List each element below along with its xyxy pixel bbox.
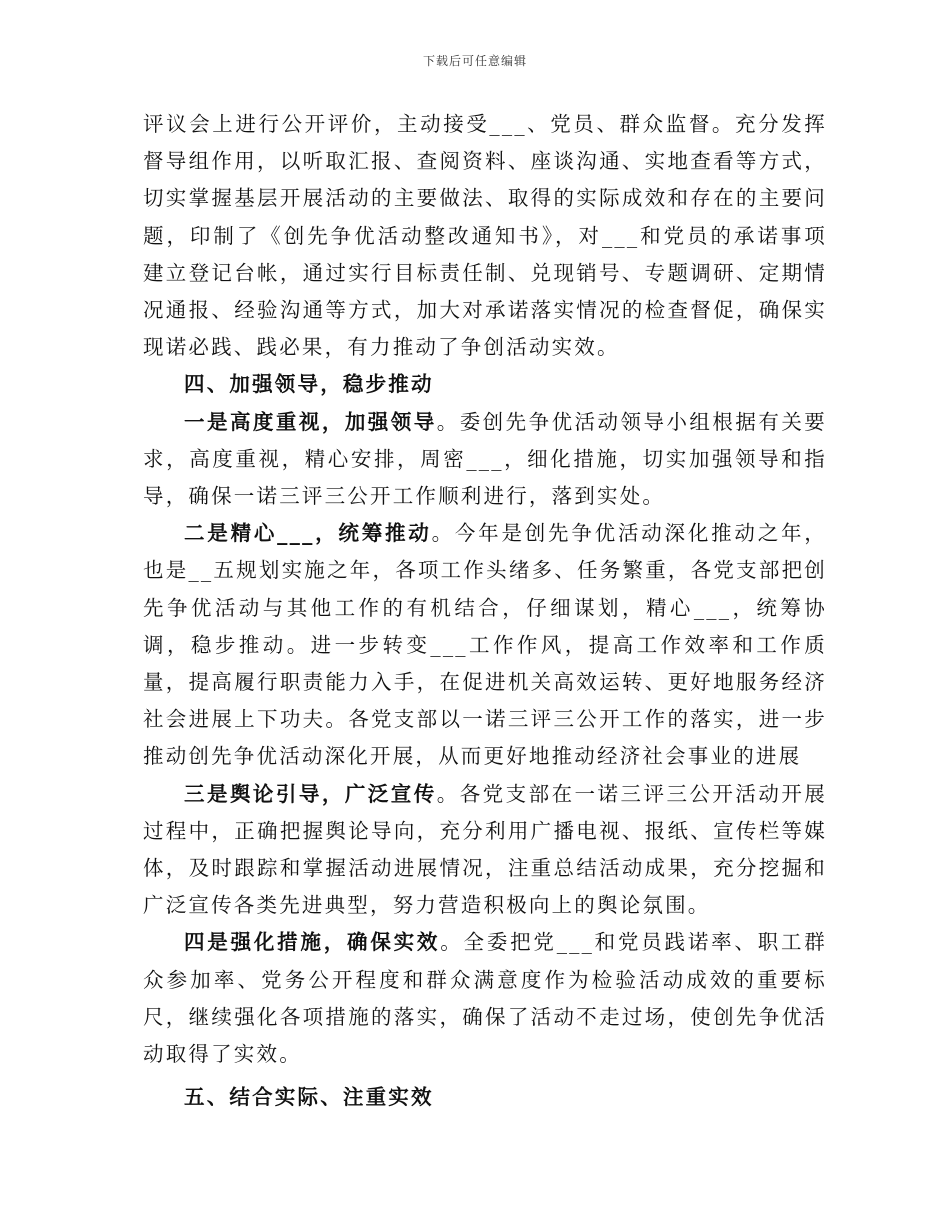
section-heading-4: 四、加强领导，稳步推动 [184, 372, 434, 397]
paragraph-publicity [143, 776, 827, 925]
paragraph-body-text: 。今年是创先争优活动深化推动之年，也是__五规划实施之年，各项工作头绪多、任务繁重，各党支部把创先争优活动与其他工作的有机结合，仔细谋划，精心___，统筹协调，稳步推动。进一步转变___工作作风，提高工作效率和工作质量，提高履行职责能力入手，在促进机关高效运转、更好地服务经济社会进展上下功夫。各党支部以一诺三评三公开工作的落实，进一步推动创先争优活动深化开展，从而更好地推动经济社会事业的进展 [143, 521, 827, 769]
paragraph-coordination [143, 515, 827, 775]
section-heading-5: 五、结合实际、注重实效 [184, 1085, 434, 1110]
paragraph-lead-text: 二是精心___，统筹推动 [184, 521, 432, 546]
paragraph-body-text: 。各党支部在一诺三评三公开活动开展过程中，正确把握舆论导向，充分利用广播电视、报纸、宣传栏等媒体，及时跟踪和掌握活动进展情况，注重总结活动成果，充分挖掘和广泛宣传各类先进典型，努力营造积极向上的舆论氛围。 [143, 781, 827, 918]
paragraph-lead-text: 四是强化措施，确保实效 [184, 930, 441, 955]
paragraph-leadership [143, 404, 827, 516]
paragraph-measures [143, 924, 827, 1073]
document-body [143, 106, 827, 1116]
paragraph-lead-text: 三是舆论引导，广泛宣传 [184, 781, 437, 806]
paragraph-lead-text: 一是高度重视，加强领导 [184, 409, 437, 434]
paragraph-body-text: 。全委把党___和党员践诺率、职工群众参加率、党务公开程度和群众满意度作为检验活动成效的重要标尺，继续强化各项措施的落实，确保了活动不走过场，使创先争优活动取得了实效。 [143, 930, 827, 1067]
paragraph-continuation: 评议会上进行公开评价，主动接受___、党员、群众监督。充分发挥督导组作用，以听取汇报、查阅资料、座谈沟通、实地查看等方式，切实掌握基层开展活动的主要做法、取得的实际成效和存在的主要问题，印制了《创先争优活动整改通知书》，对___和党员的承诺事项建立登记台帐，通过实行目标责任制、兑现销号、专题调研、定期情况通报、经验沟通等方式，加大对承诺落实情况的检查督促，确保实现诺必践、践必果，有力推动了争创活动实效。 [143, 112, 827, 360]
page-header: 下载后可任意编辑 [422, 54, 527, 68]
paragraph-body-text: 。委创先争优活动领导小组根据有关要求，高度重视，精心安排，周密___，细化措施，切实加强领导和指导，确保一诺三评三公开工作顺利进行，落到实处。 [143, 409, 827, 509]
